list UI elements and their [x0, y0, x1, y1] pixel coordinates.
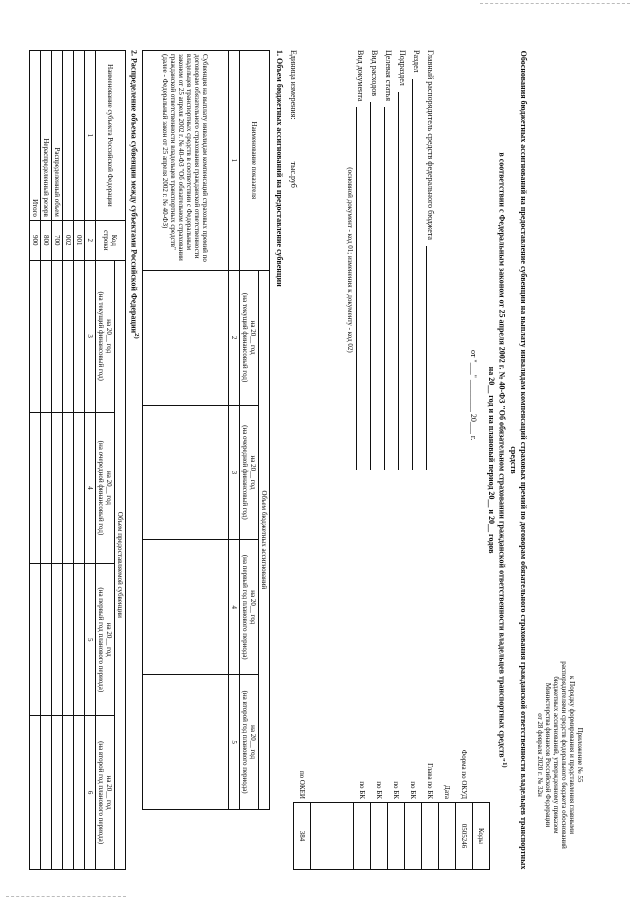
codes-header: Коды	[473, 803, 490, 870]
s1-num: 3	[229, 405, 240, 540]
s2-row-code: 002	[63, 220, 74, 260]
section2-table	[29, 50, 126, 870]
field-label: Раздел	[412, 50, 421, 73]
field-row[interactable]	[384, 50, 398, 470]
s2-cell[interactable]	[30, 716, 41, 870]
s2-cell[interactable]	[30, 412, 41, 564]
s2-total-name: Итого	[30, 51, 41, 221]
field-row[interactable]	[426, 50, 440, 470]
s2-cell[interactable]	[74, 564, 85, 716]
scan-edge-mark	[480, 3, 630, 4]
field-row[interactable]	[412, 50, 426, 470]
code-value[interactable]	[354, 803, 371, 870]
s2-row-code: 001	[74, 220, 85, 260]
field-label: Главный распорядитель средств федерального бюджета	[426, 50, 435, 240]
s2-cell[interactable]	[63, 412, 74, 564]
code-value[interactable]	[405, 803, 422, 870]
code-label: по БК	[358, 781, 366, 799]
s2-num: 6	[85, 716, 96, 870]
title-line-2: в соответствии с Федеральным законом от 25 апреля 2002 г. № 40-ФЗ "Об обязательном страховании гражданской ответственности владельцев транспортных средств"	[497, 152, 507, 763]
s1-cell[interactable]	[143, 675, 229, 810]
appendix-number: Приложение № 55	[576, 727, 584, 783]
s2-cell[interactable]	[30, 564, 41, 716]
s2-year-header: на 20__ год (на первый год планового периода)	[96, 564, 115, 716]
code-value[interactable]	[371, 803, 388, 870]
s2-cell[interactable]	[52, 412, 63, 564]
code-value[interactable]	[388, 803, 405, 870]
s2-cell[interactable]	[63, 716, 74, 870]
appendix-line: бюджетных ассигнований, утвержденному приказом	[551, 676, 560, 834]
s1-num: 5	[229, 675, 240, 810]
code-value[interactable]	[422, 803, 439, 870]
document-title	[486, 50, 528, 870]
s2-cell[interactable]	[63, 564, 74, 716]
s2-total-code: 900	[30, 220, 41, 260]
scan-edge-mark	[6, 896, 126, 897]
field-label: Вид расходов	[370, 50, 379, 96]
s2-cell[interactable]	[74, 260, 85, 412]
field-line[interactable]	[426, 246, 436, 470]
section2-footnote-mark: 2)	[133, 333, 140, 339]
s1-cell[interactable]	[143, 540, 229, 675]
s1-year-header: на 20__ год (на первый год планового периода)	[240, 540, 259, 675]
code-label: по БК	[392, 781, 400, 799]
s2-total-code: 700	[52, 220, 63, 260]
s2-total-name: Нераспределенный резерв	[41, 51, 52, 221]
unit-line	[289, 50, 298, 188]
unit-label: Единица измерения:	[289, 50, 298, 120]
s2-cell[interactable]	[52, 564, 63, 716]
appendix-line: от 28 февраля 2020 г. № 32н	[535, 713, 544, 797]
appendix-line: распорядителями средств федерального бюджета обоснований	[559, 661, 568, 849]
s2-col-name: Наименование субъекта Российской Федерации	[96, 51, 126, 221]
code-value[interactable]: 0505246	[456, 803, 473, 870]
field-line[interactable]	[356, 107, 366, 470]
s2-total-code: 800	[41, 220, 52, 260]
appendix-line: Министерства финансов Российской Федерации	[543, 682, 552, 828]
s2-num: 5	[85, 564, 96, 716]
s2-cell[interactable]	[41, 260, 52, 412]
s1-year-header: на 20__ год (на текущий финансовый год)	[240, 270, 259, 405]
s2-cell[interactable]	[74, 716, 85, 870]
s1-cell[interactable]	[143, 270, 229, 405]
section1-table	[142, 50, 270, 810]
code-value[interactable]	[439, 803, 456, 870]
field-row[interactable]	[370, 50, 384, 470]
s2-cell[interactable]	[52, 260, 63, 412]
code-label: Дата	[443, 785, 451, 799]
s2-cell[interactable]	[41, 716, 52, 870]
unit-value: тыс.руб	[289, 161, 298, 188]
s1-cell[interactable]	[143, 405, 229, 540]
requisites-fields	[346, 50, 440, 470]
doc-type-note: (основной документ - код 01; изменения к документу - код 02)	[346, 167, 354, 353]
s2-row-name[interactable]	[74, 51, 85, 221]
section1-title: 1. Объем бюджетных ассигнований на предоставление субвенции	[275, 50, 284, 287]
s1-num: 1	[229, 51, 240, 271]
s2-year-header: на 20__ год (на текущий финансовый год)	[96, 260, 115, 412]
appendix-header	[536, 640, 584, 870]
s2-cell[interactable]	[63, 260, 74, 412]
s1-year-header: на 20__ год (на очередной финансовый год)	[240, 405, 259, 540]
s2-total-name: Распределенный объем	[52, 51, 63, 221]
codes-block	[293, 747, 490, 870]
code-label: по БК	[409, 781, 417, 799]
s1-col-name: Наименование показателя	[240, 51, 270, 271]
s2-num: 1	[85, 51, 96, 221]
title-line-3: на 20__ год и на плановый период 20__ и 20__ годов	[487, 366, 497, 554]
okei-label: по ОКЕИ	[298, 770, 306, 799]
s2-num: 3	[85, 260, 96, 412]
code-value-empty[interactable]	[311, 803, 354, 870]
okei-value[interactable]: 384	[294, 803, 311, 870]
field-label: Вид документа	[356, 50, 365, 102]
title-footnote-mark: 1)	[501, 762, 508, 768]
s2-cell[interactable]	[30, 260, 41, 412]
s2-num: 4	[85, 412, 96, 564]
rotated-form-page	[0, 30, 590, 890]
s2-cell[interactable]	[41, 412, 52, 564]
s1-num: 2	[229, 270, 240, 405]
s2-row-name[interactable]	[63, 51, 74, 221]
code-label: по БК	[375, 781, 383, 799]
field-label: Целевая статья	[384, 50, 393, 102]
s2-col-code: Код строки	[96, 220, 126, 260]
s2-group-header: Объем предоставляемой субвенции	[115, 260, 126, 869]
field-line[interactable]	[398, 92, 408, 470]
field-label: Подраздел	[398, 50, 407, 86]
s1-year-header: на 20__ год (на второй год планового периода)	[240, 675, 259, 810]
s2-cell[interactable]	[52, 716, 63, 870]
date-line: от "___" ________ 20___ г.	[469, 350, 478, 441]
s2-cell[interactable]	[74, 412, 85, 564]
section2-title: 2. Распределение объема субвенции между субъектами Российской Федерации$^{2)}$	[129, 50, 140, 339]
title-line-1: Обоснования бюджетных ассигнований на предоставление субвенции на выплату инвалидам компенсаций страховых премий по договорам обязательного страхования гражданской ответственности владельцев транспортных средств	[509, 50, 528, 870]
s2-year-header: на 20__ год (на второй год планового периода)	[96, 716, 115, 870]
s2-num: 2	[85, 220, 96, 260]
field-row[interactable]	[356, 50, 370, 470]
code-label: Форма по ОКУД	[460, 749, 468, 799]
appendix-line: к Порядку формирования и представления главными	[567, 676, 576, 834]
field-line[interactable]	[370, 102, 380, 470]
s2-cell[interactable]	[41, 564, 52, 716]
s1-num: 4	[229, 540, 240, 675]
code-label: Глава по БК	[426, 763, 434, 799]
s1-group-header: Объем бюджетных ассигнований	[259, 270, 270, 809]
s1-row-label: Субвенция на выплату инвалидам компенсаций страховых премий по договорам обязательного страхования гражданской ответственности владельцев транспортных средств в соответствии с Федеральным законом от 25 апреля 2002 г. № 40-ФЗ "Об обязательном страховании гражданской ответственности владельцев транспортных средств" (далее - Федеральный закон от 25 апреля 2002 г. № 40-ФЗ)	[143, 51, 229, 271]
field-row[interactable]	[398, 50, 412, 470]
field-line[interactable]	[412, 79, 422, 470]
s2-year-header: на 20__ год (на очередной финансовый год)	[96, 412, 115, 564]
field-line[interactable]	[384, 107, 394, 470]
